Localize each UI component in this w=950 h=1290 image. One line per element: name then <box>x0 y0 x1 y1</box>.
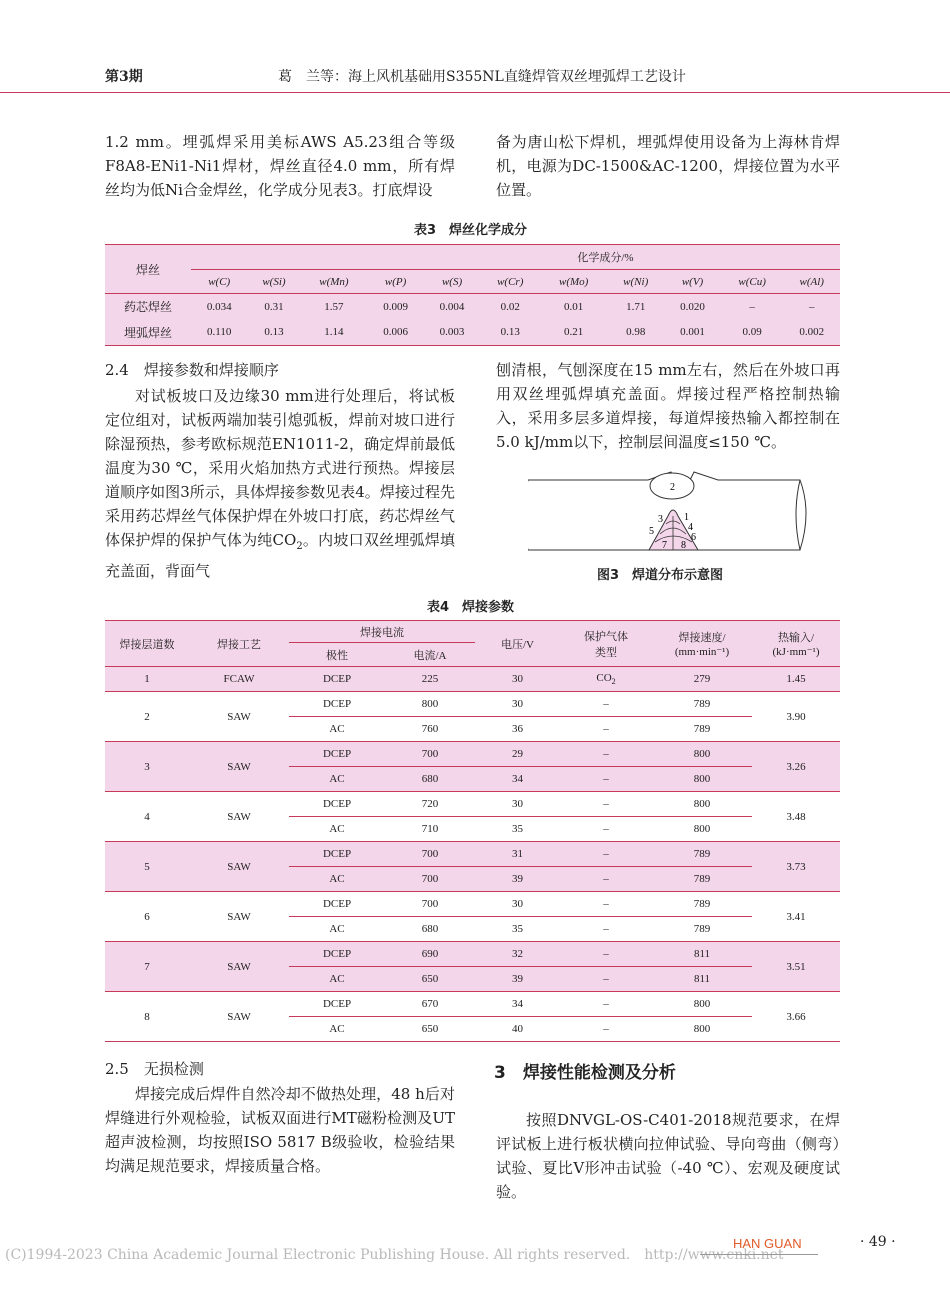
table4-cell-process: SAW <box>189 942 289 992</box>
paragraph-procedure-left-a: 对试板坡口及边缘30 mm进行处理后，将试板定位组对，试板两端加装引熄弧板，焊前对坡口进行除湿预热，参考欧标规范EN1011-2，确定焊前最低温度为30 ℃，采用火焰加热方式进行预热。焊接层道顺序如图3所示，具体焊接参数见表4。焊接过程先采用药芯焊丝气体保护焊在外坡口打底，药芯焊丝气体保护焊的保护气体为纯CO <box>105 387 455 549</box>
table4-row <box>105 842 840 867</box>
table3-element-header: w(Mo) <box>540 270 607 294</box>
table3-value: 0.09 <box>721 320 784 346</box>
table3-element-header: w(Si) <box>247 270 300 294</box>
table3-value: – <box>783 294 840 320</box>
table4-cell-speed: 789 <box>652 717 752 742</box>
table4-welding-parameters <box>105 620 840 1042</box>
table3-value: 0.13 <box>247 320 300 346</box>
publisher-brand: HAN GUAN <box>733 1236 802 1251</box>
table4-cell-voltage: 40 <box>475 1017 560 1042</box>
table4-cell-current: 800 <box>385 692 475 717</box>
table4-cell-current: 700 <box>385 842 475 867</box>
table4-cell-layer: 1 <box>105 667 189 692</box>
header-rule <box>0 92 950 93</box>
table4-cell-speed: 800 <box>652 1017 752 1042</box>
figure3-weld-bead-diagram <box>528 464 840 556</box>
table4-cell-speed: 279 <box>652 667 752 692</box>
figure3-bead-label: 5 <box>649 526 654 537</box>
table3-value: 0.110 <box>191 320 247 346</box>
table3-value: 1.57 <box>300 294 367 320</box>
table4-cell-voltage: 34 <box>475 767 560 792</box>
t4-head-speed <box>652 621 752 667</box>
table4-cell-polarity: DCEP <box>289 892 385 917</box>
t4-head-gas <box>560 621 652 667</box>
table4-row <box>105 892 840 917</box>
paragraph-testing: 按照DNVGL-OS-C401-2018规范要求，在焊评试板上进行板状横向拉伸试验、导向弯曲（侧弯）试验、夏比V形冲击试验（-40 ℃）、宏观及硬度试验。 <box>496 1111 840 1201</box>
table3-value: 0.21 <box>540 320 607 346</box>
t4-head-current: 电流/A <box>385 643 475 667</box>
plate-edge <box>796 480 800 550</box>
table4-cell-polarity: AC <box>289 1017 385 1042</box>
figure3-caption: 图3 焊道分布示意图 <box>597 568 724 583</box>
table4-cell-speed: 800 <box>652 817 752 842</box>
table4-cell-gas: – <box>560 817 652 842</box>
table4-cell-polarity: DCEP <box>289 842 385 867</box>
table4-cell-speed: 789 <box>652 842 752 867</box>
table3-value: 0.003 <box>424 320 480 346</box>
table4-cell-speed: 811 <box>652 967 752 992</box>
t4-head-gas-b: 类型 <box>595 646 617 659</box>
table3-element-header: w(Al) <box>783 270 840 294</box>
table4-cell-voltage: 35 <box>475 817 560 842</box>
t4-head-current-group: 焊接电流 <box>289 621 475 643</box>
table3-value: 0.002 <box>783 320 840 346</box>
table4-cell-gas: – <box>560 692 652 717</box>
table4-cell-gas: – <box>560 892 652 917</box>
paragraph-procedure-left <box>105 384 455 583</box>
table4-cell-heat: 3.90 <box>752 692 840 742</box>
table4-cell-layer: 7 <box>105 942 189 992</box>
table4-cell-polarity: AC <box>289 867 385 892</box>
figure3-bead-label: 4 <box>688 522 693 533</box>
copyright-watermark: (C)1994-2023 China Academic Journal Electronic Publishing House. All rights reserved. http://www.cnki.net <box>5 1247 784 1263</box>
paragraph-materials-right: 备为唐山松下焊机，埋弧焊使用设备为上海林肯焊机，电源为DC-1500&AC-1200，焊接位置为水平位置。 <box>496 133 840 199</box>
table4-gas-text: CO <box>596 671 612 684</box>
figure3-bead-label: 6 <box>691 532 696 543</box>
running-title: 葛 兰等：海上风机基础用S355NL直缝焊管双丝埋弧焊工艺设计 <box>278 69 686 85</box>
table3-chemical-composition <box>105 244 840 346</box>
table4-cell-polarity: AC <box>289 767 385 792</box>
paragraph-procedure-right: 刨清根，气刨深度在15 mm左右，然后在外坡口再用双丝埋弧焊填充盖面。焊接过程严格控制热输入，采用多层多道焊接，每道焊接热输入都控制在5.0 kJ/mm以下，控制层间温度≤150 ℃。 <box>496 361 840 451</box>
table4-cell-current: 700 <box>385 867 475 892</box>
table3-element-header: w(Cr) <box>480 270 540 294</box>
figure3-bead-label: 1 <box>684 512 689 523</box>
section-3-heading: 3 焊接性能检测及分析 <box>494 1063 676 1083</box>
table3-value: 0.98 <box>607 320 664 346</box>
t4-head-voltage: 电压/V <box>475 621 560 667</box>
t4-head-heat-a: 热输入/ <box>777 632 815 644</box>
footer-rule <box>700 1254 818 1255</box>
table4-cell-polarity: DCEP <box>289 942 385 967</box>
t4-head-heat-b: (kJ·mm⁻¹) <box>772 646 820 658</box>
table4-cell-polarity: AC <box>289 817 385 842</box>
table4-cell-speed: 789 <box>652 892 752 917</box>
table4-cell-voltage: 39 <box>475 867 560 892</box>
t4-head-speed-a: 焊接速度/ <box>678 632 726 644</box>
table4-cell-gas <box>560 667 652 692</box>
table3-value: 0.004 <box>424 294 480 320</box>
table4-cell-layer: 8 <box>105 992 189 1042</box>
table3-value: 0.01 <box>540 294 607 320</box>
table4-cell-voltage: 29 <box>475 742 560 767</box>
figure3-bead-label: 2 <box>670 482 675 493</box>
t4-head-heat <box>752 621 840 667</box>
table4-cell-voltage: 30 <box>475 692 560 717</box>
table4-cell-current: 710 <box>385 817 475 842</box>
table3-wire-name: 埋弧焊丝 <box>105 320 191 346</box>
table4-cell-process: SAW <box>189 792 289 842</box>
table4-cell-speed: 789 <box>652 692 752 717</box>
table4-cell-heat: 3.48 <box>752 792 840 842</box>
table4-cell-gas: – <box>560 792 652 817</box>
table4-cell-current: 650 <box>385 967 475 992</box>
t4-head-process: 焊接工艺 <box>189 621 289 667</box>
table4-caption: 表4 焊接参数 <box>427 600 515 615</box>
table3-header-group: 化学成分/% <box>191 245 840 270</box>
table4-cell-voltage: 39 <box>475 967 560 992</box>
table4-cell-current: 700 <box>385 892 475 917</box>
table4-cell-polarity: DCEP <box>289 992 385 1017</box>
table4-cell-heat: 3.41 <box>752 892 840 942</box>
table3-element-header: w(S) <box>424 270 480 294</box>
table4-cell-polarity: DCEP <box>289 742 385 767</box>
table4-cell-gas: – <box>560 942 652 967</box>
table4-cell-polarity: DCEP <box>289 792 385 817</box>
table3-value: 1.14 <box>300 320 367 346</box>
table4-row <box>105 792 840 817</box>
table4-cell-voltage: 34 <box>475 992 560 1017</box>
t4-head-layer: 焊接层道数 <box>105 621 189 667</box>
table4-cell-current: 760 <box>385 717 475 742</box>
table4-cell-speed: 800 <box>652 767 752 792</box>
paragraph-procedure-left-b: 。内坡口双丝埋弧焊填充盖面，背面气 <box>105 531 455 580</box>
table3-element-header: w(Mn) <box>300 270 367 294</box>
table4-cell-process: FCAW <box>189 667 289 692</box>
table3-wire-name: 药芯焊丝 <box>105 294 191 320</box>
table4-cell-polarity: DCEP <box>289 667 385 692</box>
table4-cell-polarity: DCEP <box>289 692 385 717</box>
figure3-bead-label: 3 <box>658 514 663 525</box>
table3-row <box>105 320 840 346</box>
table4-cell-voltage: 32 <box>475 942 560 967</box>
table4-cell-current: 700 <box>385 742 475 767</box>
issue-label: 第3期 <box>105 69 143 85</box>
table4-cell-speed: 789 <box>652 917 752 942</box>
table4-cell-current: 225 <box>385 667 475 692</box>
figure3-bead-label: 8 <box>681 540 686 551</box>
table4-cell-polarity: AC <box>289 717 385 742</box>
table3-value: – <box>721 294 784 320</box>
table4-cell-current: 690 <box>385 942 475 967</box>
t4-head-polarity: 极性 <box>289 643 385 667</box>
table4-cell-speed: 789 <box>652 867 752 892</box>
table4-gas-sub: 2 <box>611 677 616 687</box>
table3-value: 0.020 <box>664 294 720 320</box>
section-2-4-heading: 2.4 焊接参数和焊接顺序 <box>105 361 279 379</box>
table4-cell-layer: 4 <box>105 792 189 842</box>
figure3-bead-label: 7 <box>662 540 667 551</box>
table4-cell-process: SAW <box>189 692 289 742</box>
table3-row <box>105 294 840 320</box>
paragraph-ndt: 焊接完成后焊件自然冷却不做热处理，48 h后对焊缝进行外观检验，试板双面进行MT磁粉检测及UT超声波检测，均按照ISO 5817 B级验收，检验结果均满足规范要求，焊接质量合格。 <box>105 1085 455 1175</box>
table4-cell-layer: 3 <box>105 742 189 792</box>
table4-cell-gas: – <box>560 767 652 792</box>
table4-cell-gas: – <box>560 867 652 892</box>
table4-cell-gas: – <box>560 917 652 942</box>
table4-row <box>105 667 840 692</box>
paragraph-procedure-left-sub: 2 <box>296 541 303 552</box>
table4-cell-current: 680 <box>385 917 475 942</box>
page-number: · 49 · <box>860 1234 896 1250</box>
table3-value: 1.71 <box>607 294 664 320</box>
table4-cell-gas: – <box>560 842 652 867</box>
table3-element-header: w(C) <box>191 270 247 294</box>
table4-cell-process: SAW <box>189 892 289 942</box>
table4-cell-layer: 2 <box>105 692 189 742</box>
t4-head-speed-b: (mm·min⁻¹) <box>674 646 730 658</box>
table4-cell-heat: 3.26 <box>752 742 840 792</box>
table4-cell-heat: 3.73 <box>752 842 840 892</box>
table4-cell-voltage: 30 <box>475 667 560 692</box>
table3-caption: 表3 焊丝化学成分 <box>414 223 528 238</box>
table4-cell-process: SAW <box>189 992 289 1042</box>
table4-cell-polarity: AC <box>289 917 385 942</box>
table4-cell-heat: 3.51 <box>752 942 840 992</box>
table4-cell-heat: 3.66 <box>752 992 840 1042</box>
table3-value: 0.31 <box>247 294 300 320</box>
t4-head-gas-a: 保护气体 <box>584 630 628 643</box>
table3-value: 0.02 <box>480 294 540 320</box>
table3-value: 0.034 <box>191 294 247 320</box>
table3-value: 0.13 <box>480 320 540 346</box>
table4-cell-voltage: 36 <box>475 717 560 742</box>
table4-cell-speed: 800 <box>652 992 752 1017</box>
table3-element-header: w(Ni) <box>607 270 664 294</box>
table4-cell-current: 720 <box>385 792 475 817</box>
table4-cell-voltage: 30 <box>475 792 560 817</box>
table4-row <box>105 992 840 1017</box>
table4-cell-voltage: 35 <box>475 917 560 942</box>
table4-cell-speed: 800 <box>652 742 752 767</box>
table4-cell-process: SAW <box>189 742 289 792</box>
table4-cell-current: 680 <box>385 767 475 792</box>
table3-element-header: w(Cu) <box>721 270 784 294</box>
table4-cell-gas: – <box>560 717 652 742</box>
table4-cell-gas: – <box>560 967 652 992</box>
table4-cell-heat: 1.45 <box>752 667 840 692</box>
table4-cell-voltage: 31 <box>475 842 560 867</box>
table4-cell-process: SAW <box>189 842 289 892</box>
table3-value: 0.006 <box>367 320 423 346</box>
table4-cell-current: 650 <box>385 1017 475 1042</box>
table4-row <box>105 692 840 717</box>
table4-cell-gas: – <box>560 742 652 767</box>
table4-cell-gas: – <box>560 992 652 1017</box>
paragraph-materials-left: 1.2 mm。埋弧焊采用美标AWS A5.23组合等级F8A8-ENi1-Ni1焊材，焊丝直径4.0 mm，所有焊丝均为低Ni合金焊丝，化学成分见表3。打底焊设 <box>105 133 455 199</box>
table3-value: 0.001 <box>664 320 720 346</box>
table4-cell-layer: 5 <box>105 842 189 892</box>
table4-cell-speed: 811 <box>652 942 752 967</box>
table4-row <box>105 942 840 967</box>
table3-element-header: w(P) <box>367 270 423 294</box>
table4-cell-polarity: AC <box>289 967 385 992</box>
table4-row <box>105 742 840 767</box>
table4-cell-voltage: 30 <box>475 892 560 917</box>
table3-element-header: w(V) <box>664 270 720 294</box>
section-2-5-heading: 2.5 无损检测 <box>105 1060 204 1078</box>
table3-value: 0.009 <box>367 294 423 320</box>
table4-cell-layer: 6 <box>105 892 189 942</box>
table4-cell-current: 670 <box>385 992 475 1017</box>
table4-cell-gas: – <box>560 1017 652 1042</box>
table4-cell-speed: 800 <box>652 792 752 817</box>
table3-header-wire: 焊丝 <box>105 245 191 294</box>
